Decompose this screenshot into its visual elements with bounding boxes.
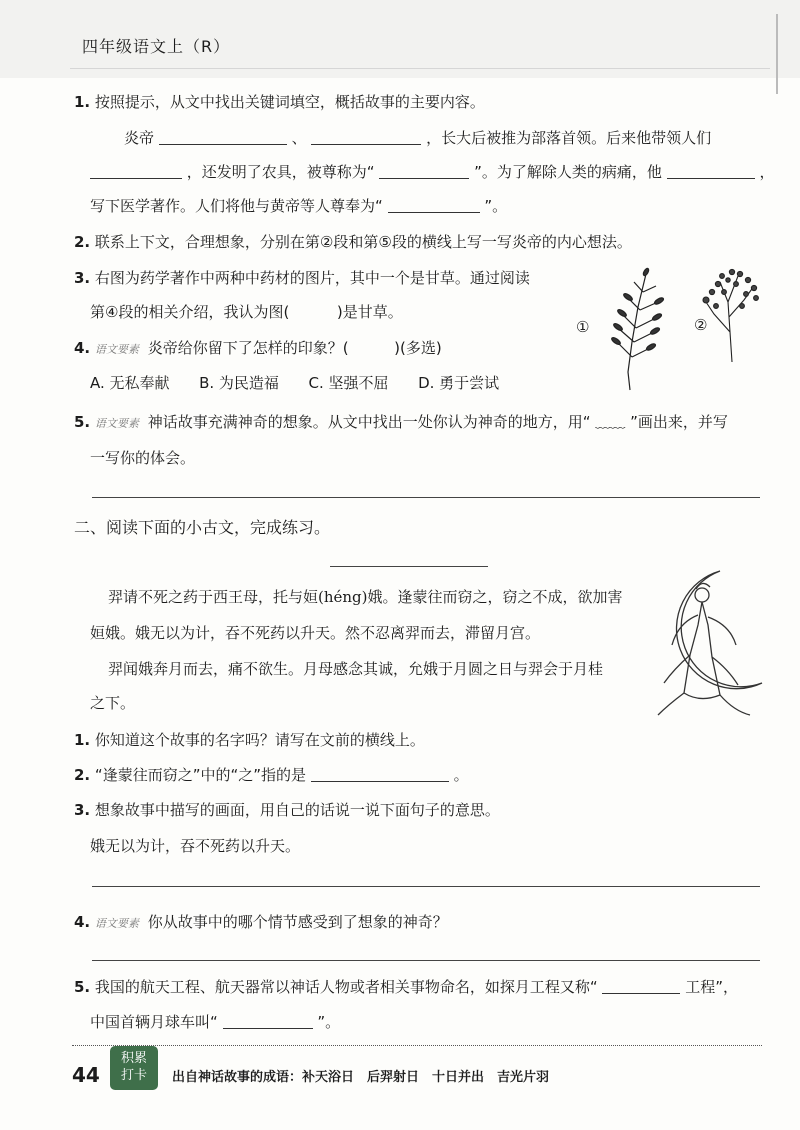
- question-number: 3.: [74, 269, 91, 287]
- question-text: 第④段的相关介绍，我认为图(: [90, 303, 290, 321]
- question-text: 工程”，: [685, 978, 739, 996]
- question-5-line-2: [90, 448, 195, 468]
- quoted-sentence: 娥无以为计，吞不死药以升天。: [90, 837, 301, 855]
- wavy-underline-icon: ﹏﹏: [595, 413, 626, 431]
- question-number: 3.: [74, 801, 91, 819]
- moon-goddess-icon: [658, 571, 762, 715]
- part2-question-2: [74, 765, 469, 785]
- answer-blank[interactable]: [311, 128, 421, 145]
- q1-text: ”。: [484, 197, 508, 215]
- option-a[interactable]: A. 无私奉献: [90, 374, 170, 392]
- answer-blank[interactable]: [223, 1012, 313, 1029]
- answer-blank[interactable]: [379, 162, 469, 179]
- footer-idioms: 出自神话故事的成语：补天浴日 后羿射日 十日并出 吉光片羽: [172, 1070, 550, 1085]
- page-number: 44: [72, 1063, 100, 1087]
- question-number: 1.: [74, 731, 91, 749]
- question-text: 炎帝给你留下了怎样的印象？(: [147, 339, 349, 357]
- element-tag: 语文要素: [94, 343, 139, 356]
- q1-text: ，: [759, 163, 775, 181]
- question-number: 2.: [74, 233, 91, 251]
- question-text: 右图为药学著作中两种中药材的图片，其中一个是甘草。通过阅读: [94, 269, 530, 287]
- story-title-blank[interactable]: [330, 566, 488, 567]
- answer-blank[interactable]: [667, 162, 755, 179]
- passage-line: 之下。: [90, 694, 136, 712]
- herb-2-icon: [703, 269, 758, 362]
- question-text: ”。: [317, 1013, 341, 1031]
- question-number: 2.: [74, 766, 91, 784]
- question-text: 你从故事中的哪个情节感受到了想象的神奇？: [147, 913, 448, 931]
- q1-text: ”。为了解除人类的病痛，他: [474, 163, 662, 181]
- part2-question-4: [74, 912, 448, 934]
- question-text: ”画出来，并写: [630, 413, 728, 431]
- question-text: 。: [453, 766, 469, 784]
- q1-fill-line-3: [90, 196, 507, 216]
- q1-text: 炎帝: [124, 129, 155, 147]
- answer-blank[interactable]: [90, 162, 182, 179]
- passage-line: 姮娥。娥无以为计，吞不死药以升天。然不忍离羿而去，滞留月宫。: [90, 624, 541, 642]
- question-text: “逢蒙往而窃之”中的“之”指的是: [94, 766, 307, 784]
- page-header-title: 四年级语文上（R）: [82, 37, 231, 56]
- question-2: [74, 232, 632, 252]
- option-c[interactable]: C. 坚强不屈: [308, 374, 389, 392]
- part2-question-3: [74, 800, 500, 820]
- page-edge-mark: [776, 14, 778, 94]
- change-moon-illustration: [650, 565, 770, 725]
- answer-blank[interactable]: [388, 196, 480, 213]
- question-number: 1.: [74, 93, 91, 111]
- question-text: 联系上下文，合理想象，分别在第②段和第⑤段的横线上写一写炎帝的内心想法。: [94, 233, 632, 251]
- question-text: 你知道这个故事的名字吗？请写在文前的横线上。: [94, 731, 425, 749]
- question-text: )是甘草。: [336, 303, 403, 321]
- passage-line: 羿请不死之药于西王母，托与姮(héng)娥。逢蒙往而窃之，窃之不成，欲加害: [108, 588, 623, 606]
- accumulate-badge: [110, 1046, 158, 1090]
- answer-line[interactable]: [92, 960, 760, 961]
- part2-question-5-line-2: [90, 1012, 340, 1032]
- badge-line: 积累: [120, 1051, 147, 1066]
- question-text: 我国的航天工程、航天器常以神话人物或者相关事物命名，如探月工程又称“: [94, 978, 598, 996]
- q1-fill-line-1: [124, 128, 711, 148]
- question-text: 想象故事中描写的画面，用自己的话说一说下面句子的意思。: [94, 801, 500, 819]
- question-3-line-2: [90, 302, 403, 322]
- herb-label-1: ①: [576, 318, 590, 336]
- footer-divider: [72, 1045, 762, 1046]
- question-4-options: [90, 373, 499, 393]
- answer-blank[interactable]: [602, 977, 680, 994]
- answer-blank[interactable]: [159, 128, 287, 145]
- question-4: [74, 338, 442, 360]
- question-text: 中国首辆月球车叫“: [90, 1013, 218, 1031]
- question-number: 5.: [74, 413, 91, 431]
- herb-illustration: [572, 262, 768, 392]
- option-d[interactable]: D. 勇于尝试: [418, 374, 500, 392]
- q1-text: 、: [291, 129, 307, 147]
- herb-1-icon: [611, 268, 665, 390]
- question-text: 神话故事充满神奇的想象。从文中找出一处你认为神奇的地方，用“: [147, 413, 591, 431]
- answer-line[interactable]: [92, 886, 760, 887]
- part2-question-5: [74, 977, 738, 997]
- answer-blank[interactable]: [311, 765, 449, 782]
- part2-question-1: [74, 730, 425, 750]
- q1-text: 写下医学著作。人们将他与黄帝等人尊奉为“: [90, 197, 383, 215]
- passage-line: 羿闻娥奔月而去，痛不欲生。月母感念其诚，允娥于月圆之日与羿会于月桂: [108, 660, 604, 678]
- question-1: [74, 92, 485, 112]
- answer-line[interactable]: [92, 497, 760, 498]
- question-text: 按照提示，从文中找出关键词填空，概括故事的主要内容。: [94, 93, 485, 111]
- q1-text: ，长大后被推为部落首领。后来他带领人们: [426, 129, 712, 147]
- section-2-heading: 二、阅读下面的小古文，完成练习。: [74, 518, 331, 537]
- badge-line: 打卡: [120, 1068, 147, 1083]
- question-text: 一写你的体会。: [90, 449, 196, 467]
- option-b[interactable]: B. 为民造福: [199, 374, 279, 392]
- element-tag: 语文要素: [94, 917, 139, 930]
- question-number: 5.: [74, 978, 91, 996]
- element-tag: 语文要素: [94, 417, 139, 430]
- question-number: 4.: [74, 339, 91, 357]
- q1-text: ，还发明了农具，被尊称为“: [186, 163, 375, 181]
- question-text: )(多选): [394, 339, 442, 357]
- header-divider: [70, 68, 770, 69]
- herb-label-2: ②: [694, 316, 708, 334]
- question-3: [74, 268, 530, 288]
- q1-fill-line-2: [90, 162, 774, 182]
- question-number: 4.: [74, 913, 91, 931]
- question-5: [74, 412, 728, 434]
